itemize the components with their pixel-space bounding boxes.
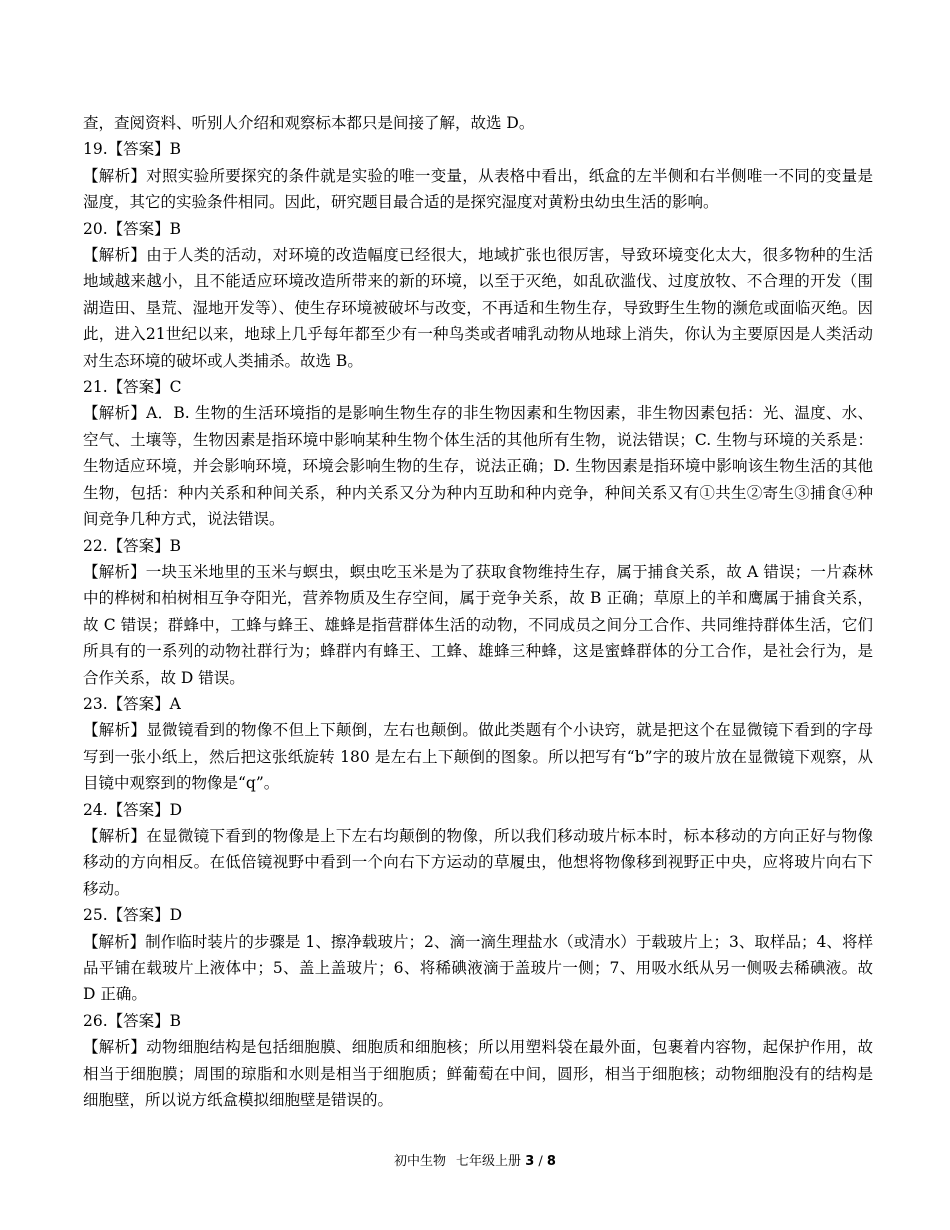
answer-line-21: 21.【答案】C [83,378,182,397]
explanation-21: 【解析】A．B. 生物的生活环境指的是影响生物生存的非生物因素和生物因素，非生物因素包括：光、温度、水、空气、土壤等，生物因素是指环境中影响某种生物个体生活的其他所有生物，说法错误；C. 生物与环境的关系是：生物适应环境，并会影响环境，环境会影响生物的生存，说法正确；D. 生物因素是指环境中影响该生物生活的其他生物，包括：种内关系和种间关系，种内关系又分为种内互助和种内竞争，种间关系又有①共生②寄生③捕食④种间竞争几种方式，说法错误。 [83,404,873,529]
text-line: 查，查阅资料、听别人介绍和观察标本都只是间接了解，故选 D。 [83,114,535,132]
answer-line-22: 22.【答案】B [83,536,182,555]
answer-line-23: 23.【答案】A [83,694,181,713]
answer-line-26: 26.【答案】B [83,1011,182,1030]
answer-line-25: 25.【答案】D [83,906,183,925]
explanation-24: 【解析】在显微镜下看到的物像是上下左右均颠倒的物像，所以我们移动玻片标本时，标本移动的方向正好与物像移动的方向相反。在低倍镜视野中看到一个向右下方运动的草履虫，他想将物像移到视野正中央，应将玻片向右下移动。 [83,826,873,898]
answer-line-20: 20.【答案】B [83,219,182,238]
answer-line-19: 19.【答案】B [83,140,182,159]
footer-subject: 初中生物 [394,1154,447,1169]
answer-content [83,110,873,1113]
footer-page-total: 8 [546,1154,556,1169]
explanation-20: 【解析】由于人类的活动，对环境的改造幅度已经很大，地域扩张也很厉害，导致环境变化太大，很多物种的生活地域越来越小，且不能适应环境改造所带来的新的环境，以至于灭绝，如乱砍滥伐、过度放牧、不合理的开发（围湖造田、垦荒、湿地开发等）、使生存环境被破坏与改变，不再适和生物生存，导致野生生物的濒危或面临灭绝。因此，进入21世纪以来，地球上几乎每年都至少有一种鸟类或者哺乳动物从地球上消失，你认为主要原因是人类活动对生态环境的破坏或人类捕杀。故选 B。 [83,246,873,370]
footer-page-number: 3 [525,1154,535,1169]
footer-page-separator: / [538,1154,543,1169]
footer-grade: 七年级上册 [456,1154,522,1169]
page-footer [0,1150,950,1169]
explanation-26: 【解析】动物细胞结构是包括细胞膜、细胞质和细胞核；所以用塑料袋在最外面，包裹着内容物，起保护作用，故相当于细胞膜；周围的琼脂和水则是相当于细胞质；鲜葡萄在中间，圆形，相当于细胞核；动物细胞没有的结构是细胞壁，所以说方纸盒模拟细胞壁是错误的。 [83,1038,873,1110]
explanation-23: 【解析】显微镜看到的物像不但上下颠倒，左右也颠倒。做此类题有个小诀窍，就是把这个在显微镜下看到的字母写到一张小纸上，然后把这张纸旋转 180 是左右上下颠倒的图象。所以把写有“b”字的玻片放在显微镜下观察，从目镜中观察到的物像是“q”。 [83,721,873,793]
explanation-22: 【解析】一块玉米地里的玉米与螟虫，螟虫吃玉米是为了获取食物维持生存，属于捕食关系，故 A 错误；一片森林中的桦树和柏树相互争夺阳光，营养物质及生存空间，属于竞争关系，故 B 正确；草原上的羊和鹰属于捕食关系，故 C 错误；群蜂中，工蜂与蜂王、雄蜂是指营群体生活的动物，不同成员之间分工合作、共同维持群体生活，它们所具有的一系列的动物社群行为；蜂群内有蜂王、工蜂、雄蜂三种蜂，这是蜜蜂群体的分工合作，是社会行为，是合作关系，故 D 错误。 [83,562,873,687]
answer-line-24: 24.【答案】D [83,800,183,819]
explanation-19: 【解析】对照实验所要探究的条件就是实验的唯一变量，从表格中看出，纸盒的左半侧和右半侧唯一不同的变量是湿度，其它的实验条件相同。因此，研究题目最合适的是探究湿度对黄粉虫幼虫生活的影响。 [83,166,873,212]
explanation-25: 【解析】制作临时装片的步骤是 1、擦净载玻片；2、滴一滴生理盐水（或清水）于载玻片上；3、取样品；4、将样品平铺在载玻片上液体中；5、盖上盖玻片；6、将稀碘液滴于盖玻片一侧；7、用吸水纸从另一侧吸去稀碘液。故 D 正确。 [83,932,873,1004]
